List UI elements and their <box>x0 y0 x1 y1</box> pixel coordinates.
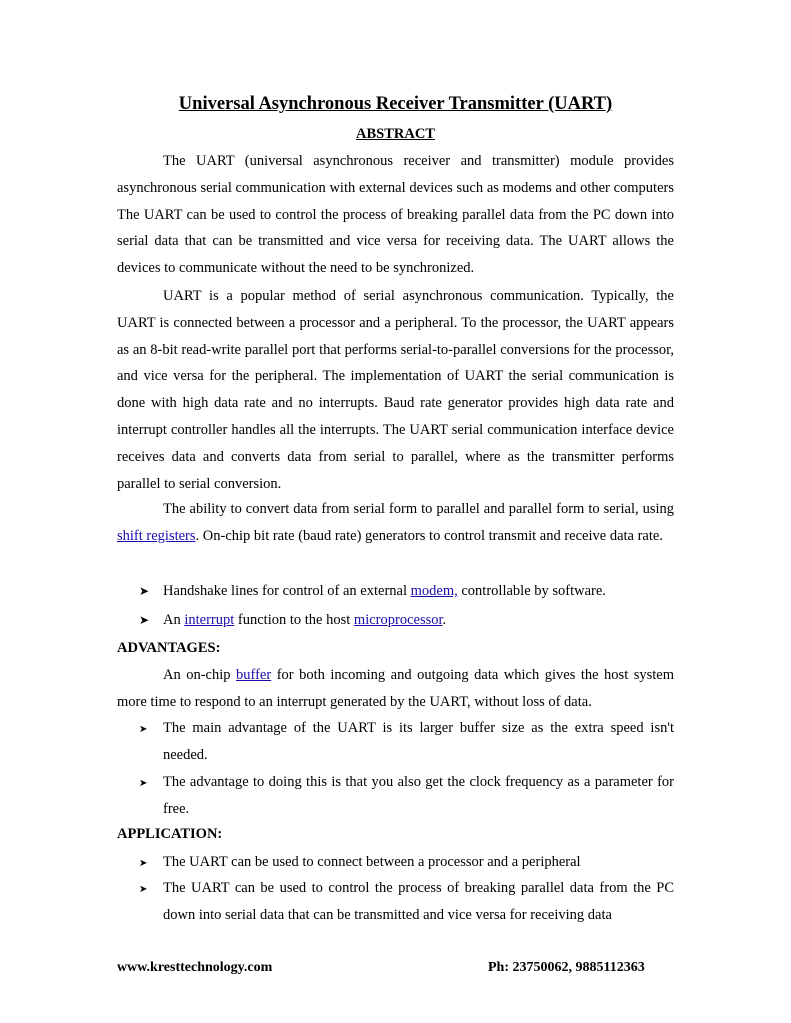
bullet-text: Handshake lines for control of an external <box>163 583 411 599</box>
buffer-link[interactable]: buffer <box>236 667 272 683</box>
abstract-paragraph-3 <box>117 496 674 550</box>
small-arrow-bullet-icon: ➤ <box>139 778 148 789</box>
bullet-text: The UART can be used to connect between a processor and a peripheral <box>163 854 581 870</box>
modem-link[interactable]: modem, <box>410 583 458 599</box>
shift-registers-link[interactable]: shift registers <box>117 527 196 544</box>
arrow-bullet-icon: ➤ <box>139 613 150 627</box>
small-arrow-bullet-icon: ➤ <box>139 724 148 735</box>
abstract-paragraph-2: UART is a popular method of serial asynchronous communication. Typically, the UART is connected between a processor and a peripheral. To the processor, the UART appears as an 8-bit read-write parallel port that performs serial-to-parallel conversions for the processor, and vice versa for the peripheral. The implementation of UART the serial communication is done with high data rate and no interrupts. Baud rate generator provides high data rate and interrupt controller handles all the interrupts. The UART serial communication interface device receives data and converts data from serial to parallel, where as the transmitter performs parallel to serial conversion. <box>117 288 674 492</box>
bullet-text: An <box>163 612 185 628</box>
advantage-item <box>117 715 674 769</box>
bullet-text: The UART can be used to control the process of breaking parallel data from the PC down into serial data that can be transmitted and vice versa for receiving data <box>163 880 674 923</box>
microprocessor-link[interactable]: microprocessor <box>353 612 443 628</box>
bullet-text: . <box>442 612 447 628</box>
bullet-text: The main advantage of the UART is its larger buffer size as the extra speed isn't needed. <box>163 720 674 763</box>
advantages-heading: ADVANTAGES: <box>117 640 221 656</box>
application-item <box>117 849 674 876</box>
abstract-paragraph-1: The UART (universal asynchronous receiver and transmitter) module provides asynchronous serial communication with external devices such as modems and other computers The UART can be used to control the process of breaking parallel data from the PC down into serial data that can be transmitted and vice versa for receiving data. The UART allows the devices to communicate without the need to be synchronized. <box>117 153 674 277</box>
bullet-text: The advantage to doing this is that you also get the clock frequency as a parameter for free. <box>163 774 674 817</box>
advantage-item <box>117 769 674 823</box>
footer-phone: Ph: 23750062, 9885112363 <box>488 960 645 975</box>
bullet-text: controllable by software. <box>457 583 606 599</box>
small-arrow-bullet-icon: ➤ <box>139 858 148 869</box>
paragraph-text: The ability to convert data from serial form to parallel and parallel form to serial, using <box>163 501 674 517</box>
advantages-paragraph <box>117 662 674 716</box>
document-title: Universal Asynchronous Receiver Transmitter (UART) <box>178 94 613 114</box>
interrupt-link[interactable]: interrupt <box>184 612 235 628</box>
footer-website: www.kresttechnology.com <box>117 960 273 975</box>
application-heading: APPLICATION: <box>117 826 223 842</box>
feature-item <box>117 607 674 634</box>
bullet-text: function to the host <box>234 612 354 628</box>
abstract-heading: ABSTRACT <box>356 126 435 142</box>
arrow-bullet-icon: ➤ <box>139 584 150 598</box>
paragraph-text: An on-chip <box>163 667 237 683</box>
paragraph-text: . On-chip bit rate (baud rate) generators to control transmit and receive data rate. <box>195 527 663 544</box>
feature-item <box>117 578 674 605</box>
application-item <box>117 875 674 929</box>
small-arrow-bullet-icon: ➤ <box>139 884 148 895</box>
paragraph-text: for both incoming and outgoing data which gives the host system more time to respond to an interrupt generated by the UART, without loss of data. <box>117 667 674 710</box>
